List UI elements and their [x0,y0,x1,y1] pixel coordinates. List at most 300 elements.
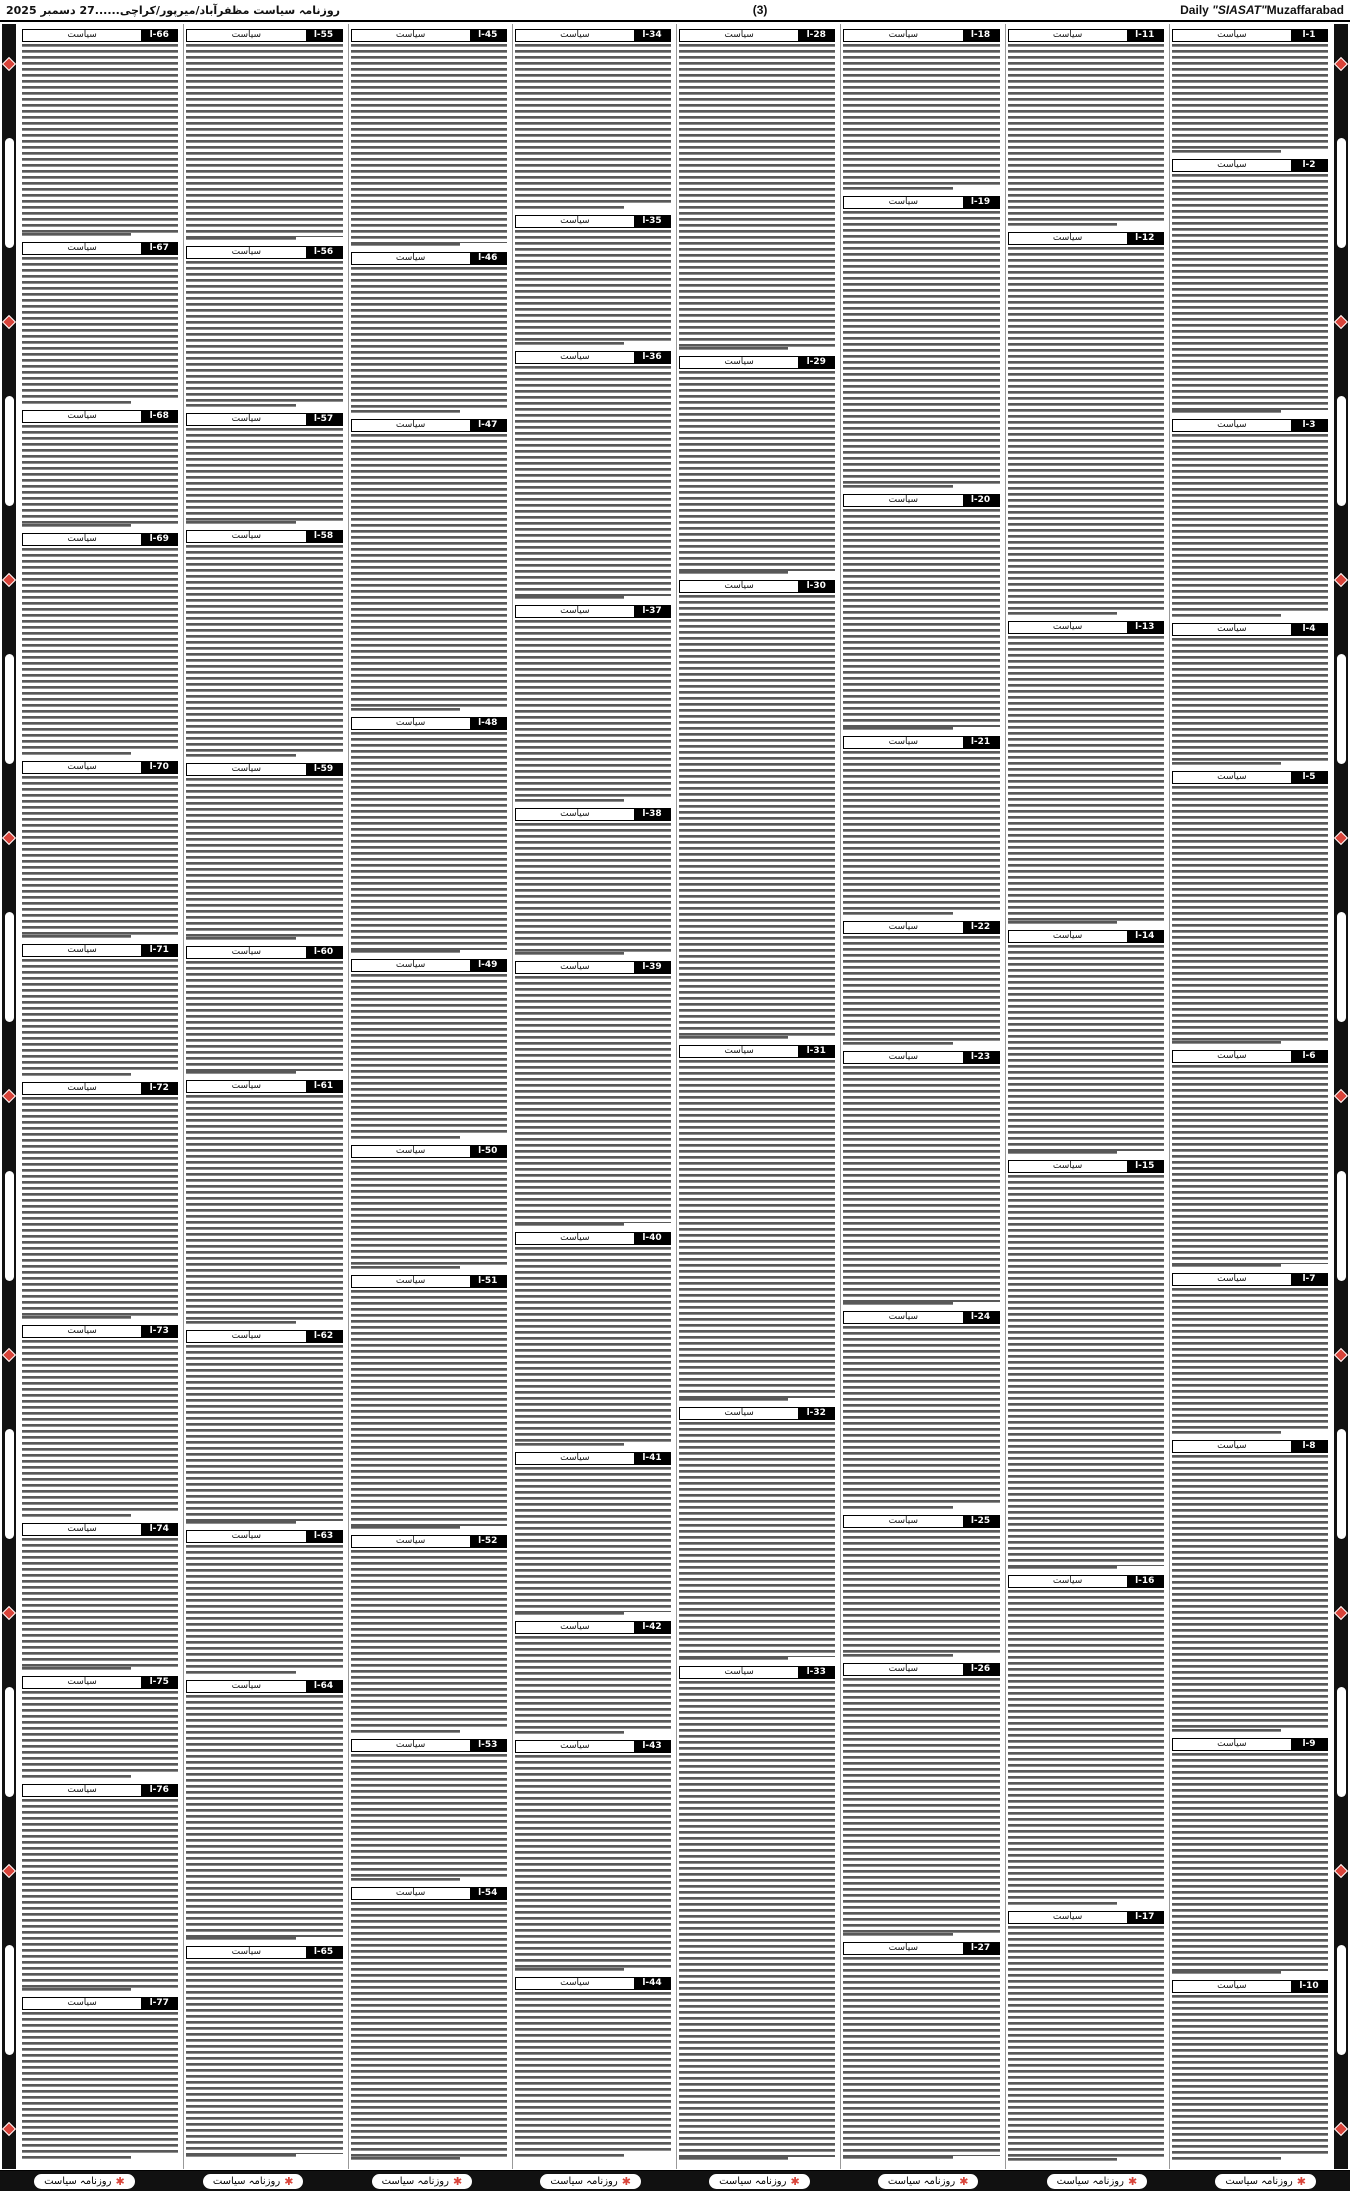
notice-number: 33-ا [798,1667,834,1678]
notice-header [351,1275,507,1288]
notice-header [843,1515,999,1528]
notice-body [22,1097,178,1316]
notice-body-tail [843,2156,952,2162]
notice-number: 38-ا [634,809,670,820]
notice-number: 69-ا [141,534,177,545]
notice-header [1008,1911,1164,1924]
notice-body [1008,1590,1164,1902]
notice-body-tail [843,1302,952,1308]
notice-body-tail [515,2154,624,2160]
notice-body [186,961,342,1071]
notice-title: سیاست [516,30,634,41]
footer-label: روزنامہ سیاست [44,2175,112,2187]
notice-body [351,1902,507,2157]
notice-body-tail [351,243,460,249]
notice-number: 48-ا [470,718,506,729]
notice-title: سیاست [844,1516,962,1527]
star-icon: ✱ [115,2174,125,2188]
notice-body [186,261,342,404]
notice-body-tail [186,754,295,760]
notice-header [186,29,342,42]
notice-body [843,1326,999,1506]
notice-body-tail [1008,223,1117,229]
notice-number: 67-ا [141,243,177,254]
notice-body-tail [679,1398,788,1404]
knot-icon [2,573,16,587]
notice-title: سیاست [1009,1912,1127,1923]
notice-header [186,413,342,426]
strip-pill [5,912,14,1022]
footer-item [1215,2174,1316,2189]
notice-body [1172,1455,1328,1729]
notice-title: سیاست [23,534,141,545]
notice-body [1172,44,1328,150]
notice-number: 75-ا [141,1677,177,1688]
notice-number: 39-ا [634,962,670,973]
notice-body [515,1755,671,1968]
notice-header [679,356,835,369]
notice-number: 50-ا [470,1146,506,1157]
notice-title: سیاست [352,1276,470,1287]
notice-number: 10-ا [1291,1981,1327,1992]
notice-body [186,44,342,237]
notice-header [22,1082,178,1095]
notice-title: سیاست [516,962,634,973]
footer-label: روزنامہ سیاست [1056,2175,1124,2187]
notice-body [843,751,999,912]
notice-header [351,1887,507,1900]
notice-body-tail [186,237,295,243]
notice-title: سیاست [1173,772,1291,783]
notice-number: 49-ا [470,960,506,971]
notice-header [1172,623,1328,636]
notice-header [1172,1738,1328,1751]
notice-title: سیاست [187,247,305,258]
notice-body-tail [186,404,295,410]
notice-header [1172,1050,1328,1063]
notice-header [186,1946,342,1959]
notice-title: سیاست [1173,1051,1291,1062]
notice-body [22,1340,178,1514]
notice-header [1172,771,1328,784]
notice-title: سیاست [352,960,470,971]
notice-header [22,944,178,957]
notice-body-tail [22,401,131,407]
footer-item [203,2174,304,2189]
star-icon: ✱ [452,2174,463,2188]
strip-pill [5,1945,14,2055]
notice-header [186,1680,342,1693]
notice-body [22,257,178,401]
notice-number: 44-ا [634,1978,670,1989]
knot-icon [2,1348,16,1362]
footer-label: روزنامہ سیاست [887,2175,956,2187]
notice-body-tail [186,1937,295,1943]
notice-number: 26-ا [963,1664,999,1675]
notice-number: 42-ا [634,1622,670,1633]
notice-body [843,1066,999,1302]
notice-header [186,1330,342,1343]
notice-number: 30-ا [798,581,834,592]
notice-header [1172,29,1328,42]
notice-body-tail [22,524,131,530]
notice-title: سیاست [187,30,305,41]
notice-number: 35-ا [634,216,670,227]
notice-title: سیاست [187,1681,305,1692]
notice-number: 15-ا [1127,1161,1163,1172]
notice-body [843,936,999,1042]
notice-header [22,1523,178,1536]
notice-body [843,44,999,187]
notice-column [20,24,180,2169]
strip-pill [1337,1429,1346,1539]
star-icon: ✱ [959,2174,969,2188]
notice-header [22,242,178,255]
strip-pill [1337,1171,1346,1281]
notice-number: 11-ا [1127,30,1163,41]
strip-pill [5,1687,14,1797]
notice-header [351,1145,507,1158]
notice-number: 27-ا [963,1943,999,1954]
notice-body-tail [1172,1971,1281,1977]
notice-number: 25-ا [963,1516,999,1527]
notice-header [1008,29,1164,42]
notice-title: سیاست [680,581,798,592]
footer-item [540,2174,641,2189]
notice-body [515,1992,671,2154]
notice-header [186,530,342,543]
notice-body-tail [186,1521,295,1527]
notice-header [22,761,178,774]
notice-body-tail [679,1036,788,1042]
notice-title: سیاست [352,30,470,41]
notice-body [1172,786,1328,1041]
notice-number: 62-ا [306,1331,342,1342]
notice-header [22,410,178,423]
notice-number: 9-ا [1291,1739,1327,1750]
notice-number: 59-ا [306,764,342,775]
notice-body-tail [1172,1729,1281,1735]
notice-title: سیاست [680,357,798,368]
notice-number: 40-ا [634,1233,670,1244]
notice-body [843,1678,999,1933]
notice-body [186,778,342,937]
notice-title: سیاست [1009,1161,1127,1172]
notice-body-tail [22,752,131,758]
notice-title: سیاست [516,606,634,617]
notice-body [186,1545,342,1671]
notice-number: 14-ا [1127,931,1163,942]
notice-body-tail [679,571,788,577]
notice-number: 13-ا [1127,622,1163,633]
notice-header [515,961,671,974]
notice-body-tail [1172,2157,1281,2163]
notice-number: 74-ا [141,1524,177,1535]
notice-title: سیاست [352,1146,470,1157]
notice-number: 24-ا [963,1312,999,1323]
notice-header [1008,1160,1164,1173]
notice-body-tail [1008,1902,1117,1908]
star-icon: ✱ [284,2174,294,2188]
notice-body-tail [1008,612,1117,618]
notice-header [843,1311,999,1324]
notice-title: سیاست [23,1326,141,1337]
notice-body-tail [515,952,624,958]
notice-header [843,1942,999,1955]
notice-title: سیاست [844,1052,962,1063]
notice-body [186,428,342,521]
notice-body [515,620,671,799]
notice-title: سیاست [516,1978,634,1989]
notice-body-tail [186,1071,295,1077]
notice-body-tail [843,1933,952,1939]
notice-title: سیاست [352,1888,470,1899]
notice-title: سیاست [23,1998,141,2009]
notice-title: سیاست [187,1531,305,1542]
notice-header [843,196,999,209]
notice-number: 46-ا [470,253,506,264]
footer-item [709,2174,810,2189]
strip-pill [5,1429,14,1539]
knot-icon [1334,1606,1348,1620]
notice-header [515,808,671,821]
notice-number: 53-ا [470,1740,506,1751]
notice-header [843,1663,999,1676]
notice-body [1008,636,1164,921]
notice-number: 55-ا [306,30,342,41]
notice-body [1008,945,1164,1151]
notice-number: 73-ا [141,1326,177,1337]
notice-body-tail [515,1968,624,1974]
notice-body [22,425,178,524]
notice-header [1008,1575,1164,1588]
notice-body-tail [515,1612,624,1618]
notice-title: سیاست [1173,1274,1291,1285]
knot-icon [1334,2122,1348,2136]
notice-header [22,1784,178,1797]
notice-title: سیاست [844,1943,962,1954]
notice-body-tail [843,1506,952,1512]
notice-header [186,1080,342,1093]
notice-header [515,1452,671,1465]
notice-number: 32-ا [798,1408,834,1419]
notice-header [515,1977,671,1990]
notice-body-tail [1172,1264,1281,1270]
urdu-masthead-title: روزنامہ سیاست مظفرآباد/میرپور/کراچی......27 دسمبر 2025 [6,3,340,17]
notice-number: 68-ا [141,411,177,422]
notice-header [515,1740,671,1753]
notice-title: سیاست [516,1622,634,1633]
footer-item [372,2174,473,2189]
masthead-city: Muzaffarabad [1266,3,1344,17]
notice-header [515,215,671,228]
notice-title: سیاست [516,352,634,363]
notice-title: سیاست [844,1312,962,1323]
notice-body-tail [679,347,788,353]
notice-title: سیاست [516,809,634,820]
notice-title: سیاست [1173,1441,1291,1452]
english-masthead [1180,3,1344,17]
notice-number: 23-ا [963,1052,999,1063]
notice-number: 72-ا [141,1083,177,1094]
notice-column [1005,24,1166,2169]
notice-body [843,1957,999,2156]
notice-body-tail [515,1223,624,1229]
notice-body [515,823,671,952]
notice-body-tail [843,187,952,193]
notice-body-tail [22,1073,131,1079]
notice-header [843,1051,999,1064]
notice-body-tail [351,950,460,956]
knot-icon [2,1089,16,1103]
notice-header [186,763,342,776]
notice-title: سیاست [844,737,962,748]
notice-title: سیاست [1173,624,1291,635]
notice-number: 1-ا [1291,30,1327,41]
notice-number: 36-ا [634,352,670,363]
knot-icon [2,1606,16,1620]
notice-title: سیاست [844,30,962,41]
footer-label: روزنامہ سیاست [1225,2175,1293,2187]
notice-number: 2-ا [1291,160,1327,171]
notice-body-tail [22,1775,131,1781]
notice-body [351,974,507,1136]
notice-body-tail [351,1266,460,1272]
knot-icon [1334,1348,1348,1362]
strip-pill [1337,396,1346,506]
knot-icon [1334,1089,1348,1103]
notice-body [1008,1175,1164,1566]
notice-body-tail [351,2157,460,2163]
left-border-strip [2,24,16,2169]
notice-body [515,1467,671,1612]
star-icon: ✱ [1296,2174,1306,2188]
notice-body [679,1422,835,1657]
notice-body [351,732,507,950]
notice-header [843,736,999,749]
notice-body-tail [515,596,624,602]
notice-body-tail [515,206,624,212]
notice-header [351,252,507,265]
notice-body-tail [1172,762,1281,768]
notice-body-tail [351,1730,460,1736]
notice-number: 12-ا [1127,233,1163,244]
notice-body-tail [1008,921,1117,927]
star-icon: ✱ [621,2174,631,2188]
notice-title: سیاست [1009,233,1127,244]
notice-title: سیاست [23,762,141,773]
notice-title: سیاست [352,718,470,729]
notice-title: سیاست [680,1046,798,1057]
notice-header [1172,159,1328,172]
notice-body [22,44,178,233]
notice-header [679,1407,835,1420]
strip-pill [5,1171,14,1281]
notice-header [351,29,507,42]
notice-number: 8-ا [1291,1441,1327,1452]
notice-title: سیاست [1009,30,1127,41]
notice-title: سیاست [187,531,305,542]
footer-item [878,2174,979,2189]
notice-body [1172,174,1328,410]
footer-label: روزنامہ سیاست [719,2175,787,2187]
notice-header [515,1232,671,1245]
footer-item [34,2174,135,2189]
notice-body-tail [515,342,624,348]
notice-body [1008,247,1164,612]
masthead [0,0,1350,22]
notice-body-tail [843,727,952,733]
notice-body-tail [843,1654,952,1660]
notice-body-tail [351,1136,460,1142]
notice-number: 5-ا [1291,772,1327,783]
notice-body-tail [843,912,952,918]
notice-body-tail [679,1657,788,1663]
notice-header [351,1739,507,1752]
notice-title: سیاست [680,30,798,41]
notice-body-tail [515,1731,624,1737]
notice-body-tail [1172,150,1281,156]
notice-header [843,29,999,42]
notice-number: 29-ا [798,357,834,368]
notice-title: سیاست [1009,931,1127,942]
notice-column [1169,24,1330,2169]
notice-header [1172,1980,1328,1993]
notice-number: 70-ا [141,762,177,773]
notice-title: سیاست [187,1081,305,1092]
notice-header [1172,1273,1328,1286]
notice-title: سیاست [352,420,470,431]
notice-title: سیاست [23,1083,141,1094]
notice-body-tail [186,2154,295,2160]
notice-body [843,1530,999,1654]
notice-header [22,1325,178,1338]
notice-columns [20,24,1330,2169]
notice-number: 22-ا [963,922,999,933]
notice-number: 17-ا [1127,1912,1163,1923]
notice-title: سیاست [1173,1739,1291,1750]
notice-title: سیاست [1173,30,1291,41]
notice-body [22,548,178,752]
notice-body-tail [515,1443,624,1449]
notice-body [515,366,671,596]
strip-pill [1337,138,1346,248]
notice-number: 77-ا [141,1998,177,2009]
notice-column [676,24,837,2169]
masthead-prefix: Daily [1180,3,1213,17]
notice-header [1172,419,1328,432]
notice-column [840,24,1001,2169]
notice-number: 71-ا [141,945,177,956]
notice-body-tail [1172,614,1281,620]
notice-title: سیاست [844,495,962,506]
notice-number: 47-ا [470,420,506,431]
notice-number: 57-ا [306,414,342,425]
notice-number: 18-ا [963,30,999,41]
notice-body [22,1799,178,1988]
notice-body [843,509,999,727]
knot-icon [1334,56,1348,70]
notice-body-tail [843,485,952,491]
notice-header [1008,930,1164,943]
notice-body [515,1636,671,1731]
notice-body-tail [1008,1151,1117,1157]
notice-title: سیاست [1173,420,1291,431]
notice-number: 51-ا [470,1276,506,1287]
notice-body [186,1095,342,1321]
notice-title: سیاست [187,1947,305,1958]
notice-title: سیاست [187,414,305,425]
